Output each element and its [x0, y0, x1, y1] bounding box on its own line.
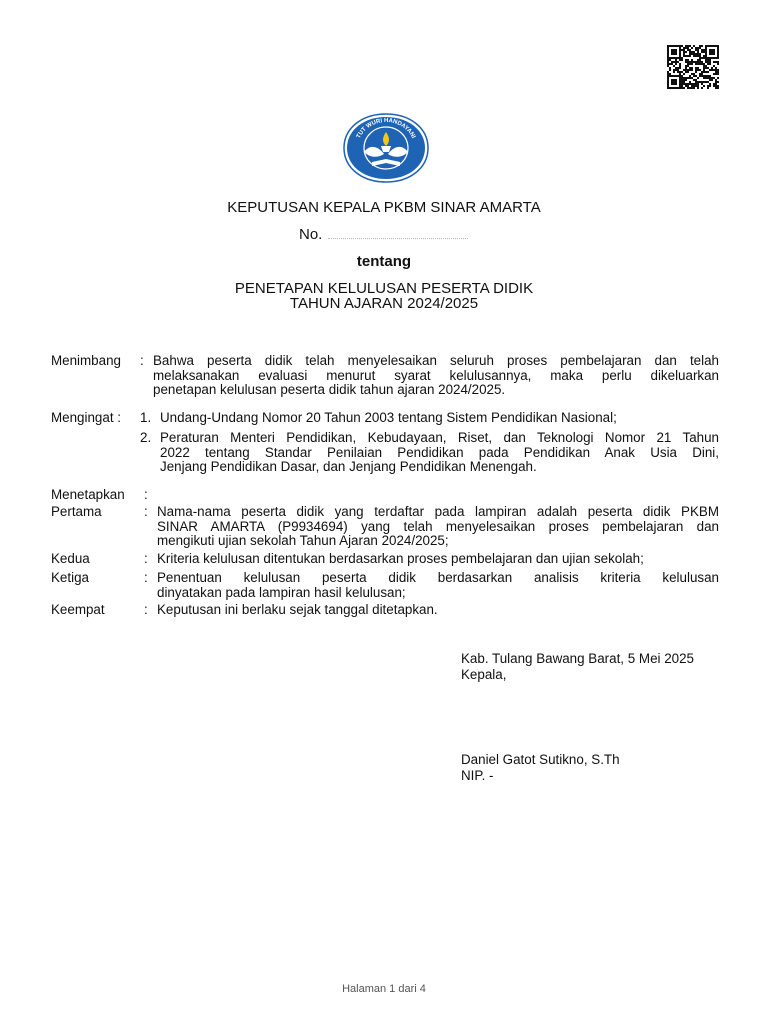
menimbang-line-2: melaksanakan evaluasi menurut syarat kelulusannya, maka perlu dikeluarkan	[153, 367, 719, 383]
emblem-text: TUT WURI HANDAYANI	[355, 117, 417, 140]
mengingat-item-2-line-1: Peraturan Menteri Pendidikan, Kebudayaan, Riset, dan Teknologi Nomor 21 Tahun	[160, 430, 719, 445]
mengingat-item-1: Undang-Undang Nomor 20 Tahun 2003 tentang Sistem Pendidikan Nasional;	[160, 410, 617, 425]
number-blank	[328, 228, 468, 239]
pertama-colon: :	[144, 504, 148, 519]
subject-line-1: PENETAPAN KELULUSAN PESERTA DIDIK	[234, 280, 534, 297]
kedua-line-1: Kriteria kelulusan ditentukan berdasarkan proses pembelajaran dan ujian sekolah;	[157, 551, 644, 566]
ketiga-line-2: dinyatakan pada lampiran hasil kelulusan;	[157, 584, 406, 600]
menimbang-colon: :	[140, 353, 144, 368]
mengingat-item-number: 1.	[140, 410, 152, 425]
tut-wuri-handayani-emblem	[340, 112, 432, 184]
mengingat-item-2-line-2: 2022 tentang Standar Penilaian Pendidikan pada Pendidikan Anak Usia Dini,	[160, 444, 719, 460]
emblem-shape	[344, 114, 428, 182]
document-title: KEPUTUSAN KEPALA PKBM SINAR AMARTA	[227, 199, 541, 216]
pertama-label: Pertama	[51, 504, 102, 519]
pertama-line-2: SINAR AMARTA (P9934694) yang telah menyelesaikan proses pembelajaran dan	[157, 518, 719, 534]
keempat-colon: :	[144, 602, 148, 617]
menimbang-label: Menimbang	[51, 353, 121, 368]
page-number: Halaman 1 dari 4	[342, 983, 426, 995]
ketiga-line-1: Penentuan kelulusan peserta didik berdasarkan analisis kriteria kelulusan	[157, 570, 719, 585]
mengingat-item-number: 2.	[140, 430, 152, 445]
pertama-line-1: Nama-nama peserta didik yang terdaftar pada lampiran adalah peserta didik PKBM	[157, 504, 719, 519]
signature-place-date: Kab. Tulang Bawang Barat, 5 Mei 2025	[461, 651, 695, 666]
signature-position: Kepala,	[461, 667, 507, 682]
subject-line-2: TAHUN AJARAN 2024/2025	[289, 295, 479, 312]
keempat-line-1: Keputusan ini berlaku sejak tanggal ditetapkan.	[157, 602, 438, 617]
menimbang-line-1: Bahwa peserta didik telah menyelesaikan seluruh proses pembelajaran dan telah	[153, 353, 719, 368]
mengingat-label: Mengingat :	[51, 410, 121, 425]
qr-code-icon	[667, 45, 719, 89]
menetapkan-label: Menetapkan	[51, 487, 125, 502]
pertama-line-3: mengikuti ujian sekolah Tahun Ajaran 2024/2025;	[157, 533, 449, 549]
signatory-nip: NIP. -	[461, 768, 494, 783]
kedua-label: Kedua	[51, 551, 90, 566]
decree-number	[299, 227, 468, 243]
number-label: No.	[299, 226, 323, 243]
about-heading: tentang	[356, 253, 412, 270]
mengingat-item-2-line-3: Jenjang Pendidikan Dasar, dan Jenjang Pendidikan Menengah.	[160, 459, 537, 475]
signatory-name: Daniel Gatot Sutikno, S.Th	[461, 752, 620, 767]
ketiga-label: Ketiga	[51, 570, 89, 585]
keempat-label: Keempat	[51, 602, 105, 617]
menimbang-line-3: penetapan kelulusan peserta didik tahun ajaran 2024/2025.	[153, 382, 506, 398]
menetapkan-colon: :	[144, 487, 148, 502]
ketiga-colon: :	[144, 570, 148, 585]
kedua-colon: :	[144, 551, 148, 566]
